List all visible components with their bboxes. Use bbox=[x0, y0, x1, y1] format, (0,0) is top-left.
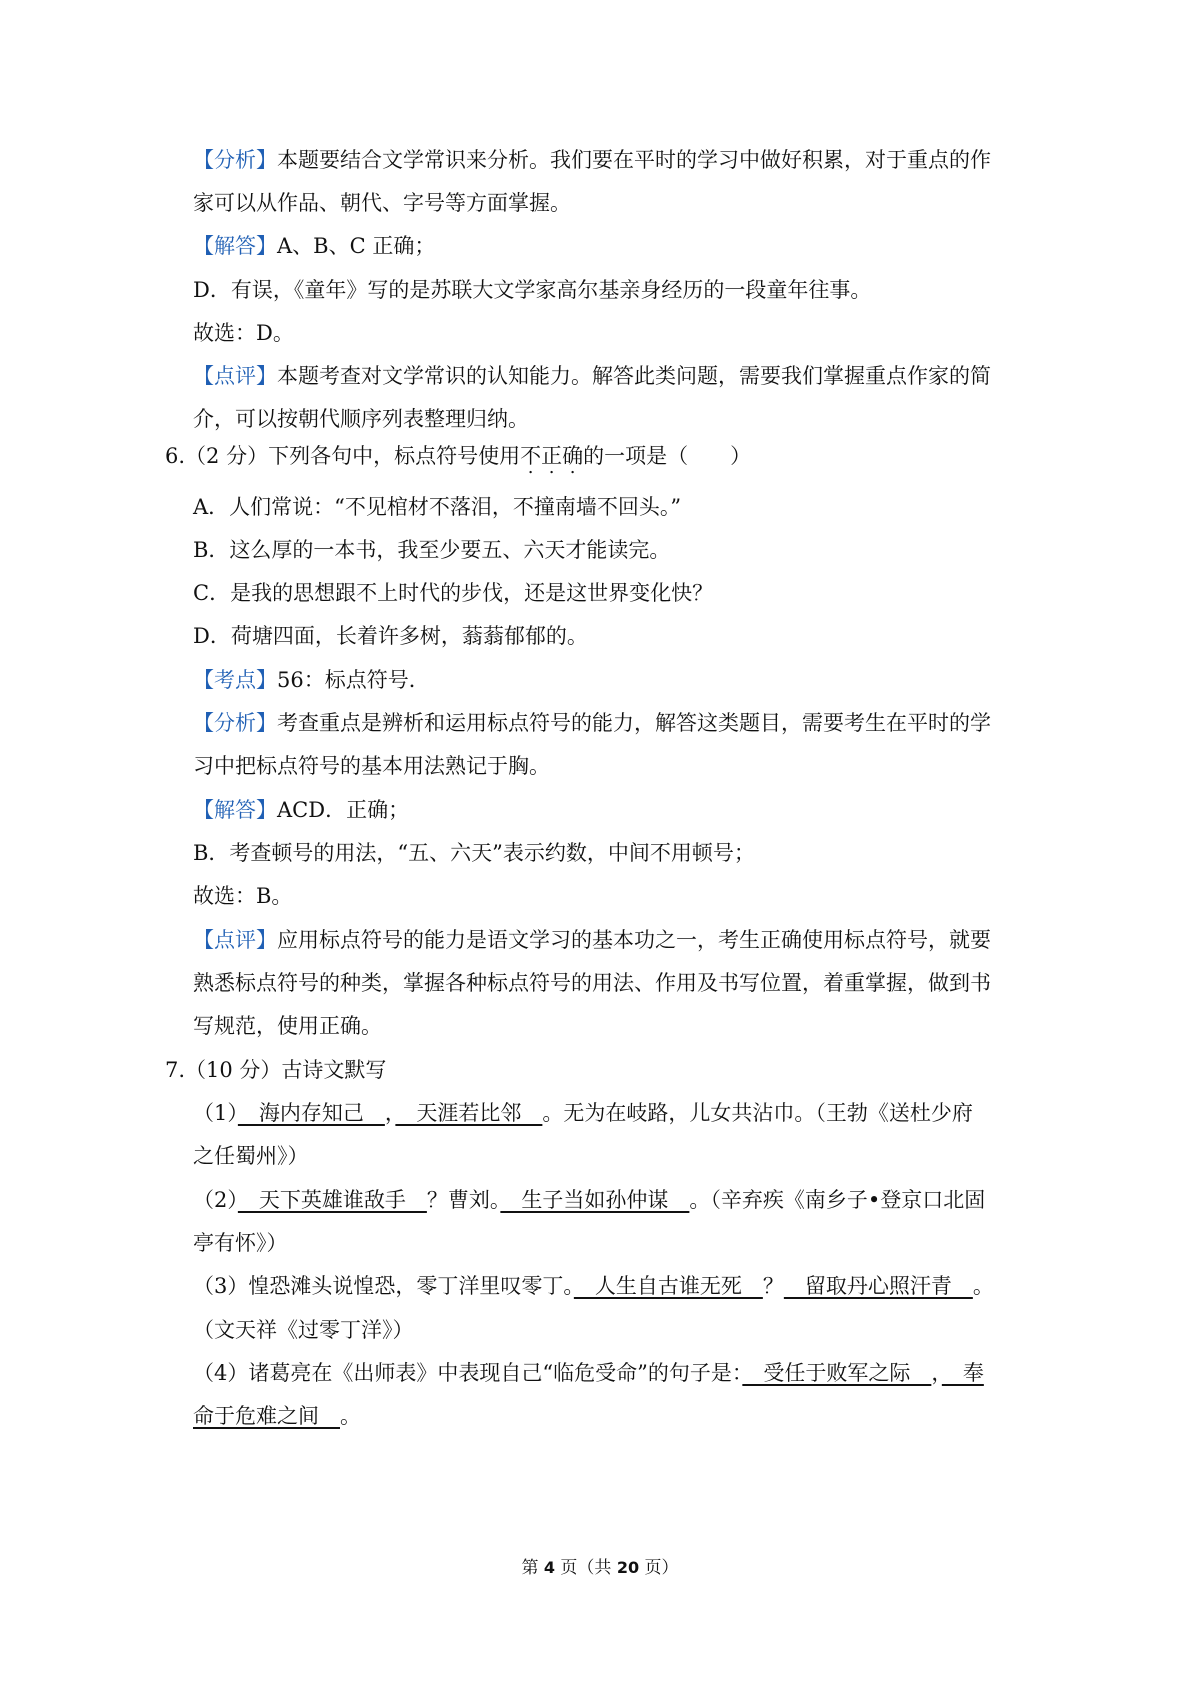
analysis-line-1: 【分析】本题要结合文学常识来分析。我们要在平时的学习中做好积累，对于重点的作 bbox=[193, 148, 991, 172]
comment-line-1: 【点评】应用标点符号的能力是语文学习的基本功之一，考生正确使用标点符号，就要 bbox=[193, 928, 991, 952]
answer-line-2: D．有误，《童年》写的是苏联大文学家高尔基亲身经历的一段童年往事。 bbox=[193, 278, 872, 302]
option-a: A．人们常说：“不见棺材不落泪，不撞南墙不回头。” bbox=[193, 495, 682, 519]
answer-blank: 生子当如孙仲谋 bbox=[500, 1188, 690, 1212]
poem-item-1-cont: 之任蜀州》） bbox=[193, 1144, 309, 1168]
question-7-stem: 7.（10 分）古诗文默写 bbox=[165, 1058, 387, 1082]
option-d: D．荷塘四面，长着许多树，蓊蓊郁郁的。 bbox=[193, 624, 588, 648]
analysis-line-2: 习中把标点符号的基本用法熟记于胸。 bbox=[193, 754, 550, 778]
analysis-tag: 【分析】 bbox=[193, 711, 277, 735]
poem-item-3-cont: （文天祥《过零丁洋》） bbox=[193, 1318, 414, 1342]
comment-tag: 【点评】 bbox=[193, 364, 277, 388]
option-c: C．是我的思想跟不上时代的步伐，还是这世界变化快？ bbox=[193, 581, 714, 605]
comment-line-1: 【点评】本题考查对文学常识的认知能力。解答此类问题，需要我们掌握重点作家的简 bbox=[193, 364, 991, 388]
answer-tag: 【解答】 bbox=[193, 798, 277, 822]
poem-item-2: （2） 天下英雄谁敌手 ？曹刘。 生子当如孙仲谋 。（辛弃疾《南乡子•登京口北固 bbox=[193, 1188, 986, 1212]
answer-line-2: B．考查顿号的用法，“五、六天”表示约数，中间不用顿号； bbox=[193, 841, 755, 865]
answer-line-1: 【解答】A、B、C 正确； bbox=[193, 234, 436, 258]
answer-blank: 命于危难之间 bbox=[193, 1404, 340, 1428]
option-b: B．这么厚的一本书，我至少要五、六天才能读完。 bbox=[193, 538, 671, 562]
answer-blank: 受任于败军之际 bbox=[742, 1361, 932, 1385]
page-footer: 第 4 页（共 20 页） bbox=[521, 1558, 679, 1578]
poem-item-3: （3）惶恐滩头说惶恐，零丁洋里叹零丁。 人生自古谁无死 ？ 留取丹心照汗青 。 bbox=[193, 1274, 994, 1298]
answer-blank: 人生自古谁无死 bbox=[573, 1274, 763, 1298]
poem-item-1: （1） 海内存知己 ， 天涯若比邻 。无为在岐路，儿女共沾巾。（王勃《送杜少府 bbox=[193, 1101, 973, 1125]
answer-tag: 【解答】 bbox=[193, 234, 277, 258]
question-6-stem: 6.（2 分）下列各句中，标点符号使用不正确的一项是（ ） bbox=[165, 444, 752, 468]
page-number: 4 bbox=[543, 1558, 556, 1577]
choice-line: 故选：B。 bbox=[193, 884, 293, 908]
emphasis-char: 确 bbox=[562, 444, 584, 468]
analysis-line-2: 家可以从作品、朝代、字号等方面掌握。 bbox=[193, 191, 571, 215]
answer-blank: 海内存知己 bbox=[237, 1101, 385, 1125]
comment-tag: 【点评】 bbox=[193, 928, 277, 952]
comment-line-2: 熟悉标点符号的种类，掌握各种标点符号的用法、作用及书写位置，着重掌握，做到书 bbox=[193, 971, 991, 995]
poem-item-4: （4）诸葛亮在《出师表》中表现自己“临危受命”的句子是： 受任于败军之际 ， 奉 bbox=[193, 1361, 984, 1385]
analysis-tag: 【分析】 bbox=[193, 148, 277, 172]
page-total: 20 bbox=[616, 1558, 640, 1577]
emphasis-char: 正 bbox=[541, 444, 563, 468]
poem-item-4-cont: 命于危难之间 。 bbox=[193, 1404, 361, 1428]
answer-blank: 留取丹心照汗青 bbox=[783, 1274, 973, 1298]
poem-item-2-cont: 亭有怀》） bbox=[193, 1231, 288, 1255]
answer-blank: 天下英雄谁敌手 bbox=[237, 1188, 427, 1212]
emphasis-char: 不 bbox=[520, 444, 542, 468]
choice-line: 故选：D。 bbox=[193, 321, 294, 345]
kaodian-line: 【考点】56：标点符号． bbox=[193, 668, 430, 692]
answer-blank: 奉 bbox=[941, 1361, 984, 1385]
analysis-line-1: 【分析】考查重点是辨析和运用标点符号的能力，解答这类题目，需要考生在平时的学 bbox=[193, 711, 991, 735]
answer-blank: 天涯若比邻 bbox=[395, 1101, 543, 1125]
kaodian-tag: 【考点】 bbox=[193, 668, 277, 692]
answer-line-1: 【解答】ACD．正确； bbox=[193, 798, 410, 822]
comment-line-3: 写规范，使用正确。 bbox=[193, 1014, 382, 1038]
comment-line-2: 介，可以按朝代顺序列表整理归纳。 bbox=[193, 407, 529, 431]
